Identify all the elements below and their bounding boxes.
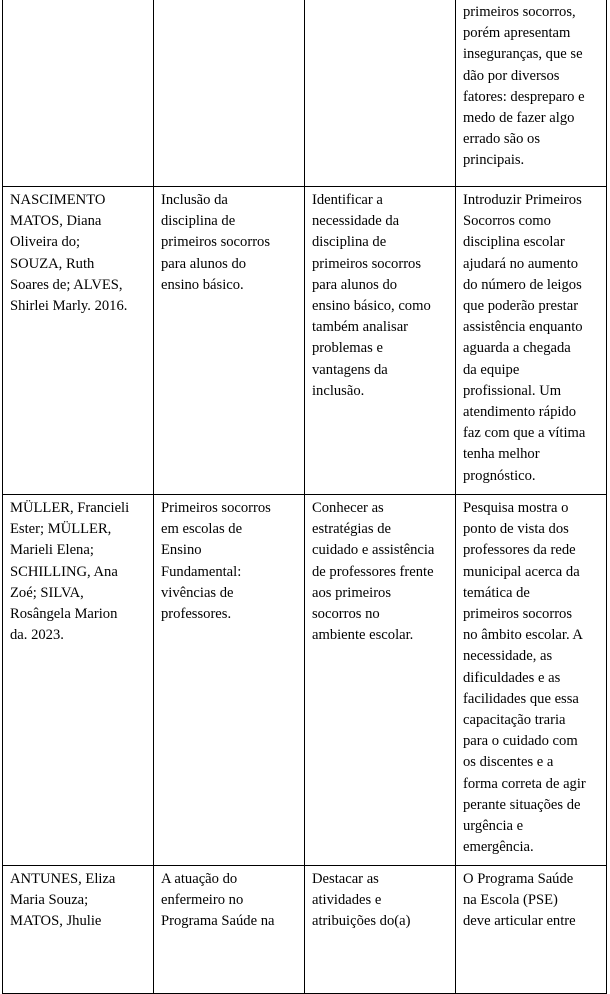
result-text: Pesquisa mostra o ponto de vista dos professores da rede municipal acerca da temática de primeiros socorros no âmbito escolar. A necessidade, as dificuldades e as facilidades que essa capacitação traria para o cuidado com os discentes e a forma correta de agir perante situações de urgência e emergência. [463,500,586,856]
title-cell [154,0,305,187]
author-cell [3,495,154,866]
title-cell [154,866,305,994]
result-cell [456,866,607,994]
table-row [3,495,607,866]
result-cell [456,187,607,495]
author-text: NASCIMENTO MATOS, Diana Oliveira do; SOUZA, Ruth Soares de; ALVES, Shirlei Marly. 2016. [10,192,128,315]
objective-text: Conhecer as estratégias de cuidado e assistência de professores frente aos primeiros socorros no ambiente escolar. [312,500,435,644]
objective-cell [305,0,456,187]
objective-text: Identificar a necessidade da disciplina de primeiros socorros para alunos do ensino básico, como também analisar problemas e vantagens da inclusão. [312,192,431,399]
objective-cell [305,495,456,866]
author-cell [3,187,154,495]
title-cell [154,495,305,866]
title-cell [154,187,305,495]
table-row [3,866,607,994]
title-text: Inclusão da disciplina de primeiros socorros para alunos do ensino básico. [161,192,271,293]
title-text: Primeiros socorros em escolas de Ensino Fundamental: vivências de professores. [161,500,271,623]
result-cell [456,495,607,866]
result-text: O Programa Saúde na Escola (PSE) deve articular entre [463,871,576,930]
author-text: ANTUNES, Eliza Maria Souza; MATOS, Jhulie [10,871,116,930]
title-text: A atuação do enfermeiro no Programa Saúde na [161,871,275,930]
result-text: Introduzir Primeiros Socorros como disciplina escolar ajudará no aumento do número de leigos que poderão prestar assistência enquanto aguarda a chegada da equipe profissional. Um atendimento rápido faz com que a vítima tenha melhor prognóstico. [463,192,586,484]
objective-text: Destacar as atividades e atribuições do(a) [312,871,411,930]
objective-cell [305,187,456,495]
author-cell [3,866,154,994]
table-row [3,187,607,495]
result-text: primeiros socorros, porém apresentam inseguranças, que se dão por diversos fatores: despreparo e medo de fazer algo errado são os principais. [463,4,585,169]
table-row [3,0,607,187]
author-cell [3,0,154,187]
objective-cell [305,866,456,994]
literature-review-table [2,0,607,994]
result-cell [456,0,607,187]
author-text: MÜLLER, Francieli Ester; MÜLLER, Marieli Elena; SCHILLING, Ana Zoé; SILVA, Rosângela Marion da. 2023. [10,500,130,644]
